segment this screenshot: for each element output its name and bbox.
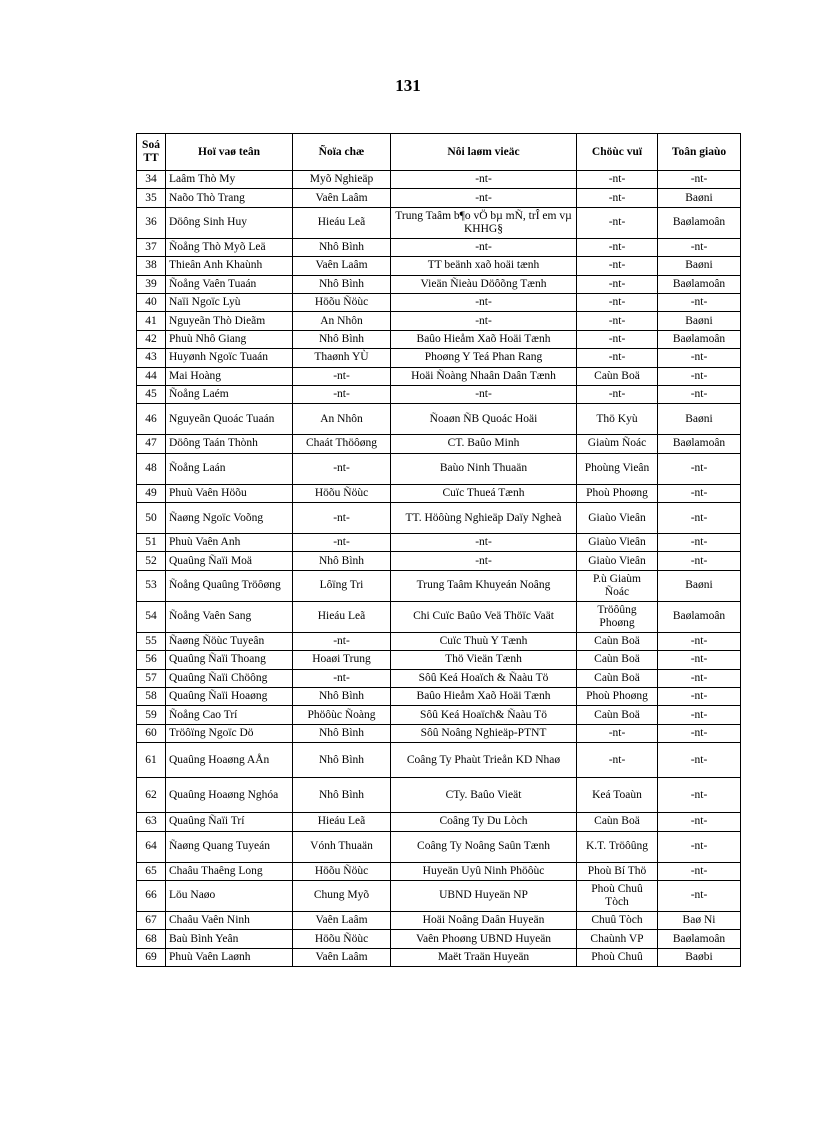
cell-workplace: -nt- (391, 385, 577, 403)
cell-position: -nt- (577, 724, 658, 742)
cell-index: 35 (137, 189, 166, 207)
cell-name: Ñoång Quaûng Tröôøng (166, 570, 293, 601)
cell-index: 45 (137, 385, 166, 403)
cell-address: Thaønh YÙ (293, 349, 391, 367)
cell-position: -nt- (577, 275, 658, 293)
cell-index: 44 (137, 367, 166, 385)
cell-address: Nhô Bình (293, 724, 391, 742)
cell-address: Chung Myõ (293, 880, 391, 911)
table-row (137, 257, 741, 275)
table-row (137, 651, 741, 669)
cell-name: Ñoång Vaên Tuaán (166, 275, 293, 293)
cell-name: Ñaøng Ngoïc Voõng (166, 503, 293, 534)
cell-workplace: -nt- (391, 312, 577, 330)
cell-index: 55 (137, 632, 166, 650)
cell-address: Hieáu Leã (293, 813, 391, 831)
cell-address: An Nhôn (293, 312, 391, 330)
cell-position: K.T. Tröôûng (577, 831, 658, 862)
cell-address: Höõu Ñöùc (293, 484, 391, 502)
cell-index: 51 (137, 534, 166, 552)
table-row (137, 404, 741, 435)
cell-position: -nt- (577, 385, 658, 403)
table-row (137, 293, 741, 311)
cell-index: 54 (137, 601, 166, 632)
cell-index: 46 (137, 404, 166, 435)
cell-workplace: Huyeän Uyû Ninh Phöôùc (391, 862, 577, 880)
cell-name: Ñaøng Ñöùc Tuyeân (166, 632, 293, 650)
cell-index: 36 (137, 207, 166, 238)
cell-position: -nt- (577, 207, 658, 238)
cell-position: Caùn Boä (577, 651, 658, 669)
cell-workplace: Cuïc Thuù Y Tænh (391, 632, 577, 650)
cell-address: Myõ Nghieäp (293, 171, 391, 189)
header-name: Hoï vaø teân (166, 134, 293, 171)
cell-name: Löu Naøo (166, 880, 293, 911)
cell-index: 58 (137, 688, 166, 706)
table-row (137, 930, 741, 948)
cell-name: Mai Hoàng (166, 367, 293, 385)
header-row (137, 134, 741, 171)
cell-name: Phuù Vaên Anh (166, 534, 293, 552)
table-row (137, 435, 741, 453)
cell-position: Caùn Boä (577, 813, 658, 831)
cell-position: P.ù Giaùm Ñoác (577, 570, 658, 601)
cell-index: 61 (137, 743, 166, 778)
cell-religion: Baøni (658, 189, 741, 207)
table-row (137, 312, 741, 330)
table-row (137, 862, 741, 880)
cell-position: -nt- (577, 330, 658, 348)
cell-name: Ñoång Laán (166, 453, 293, 484)
cell-religion: -nt- (658, 293, 741, 311)
cell-position: Caùn Boä (577, 706, 658, 724)
cell-index: 64 (137, 831, 166, 862)
cell-address: Chaát Thöôøng (293, 435, 391, 453)
cell-index: 34 (137, 171, 166, 189)
cell-position: -nt- (577, 171, 658, 189)
cell-religion: Baølamoân (658, 207, 741, 238)
cell-position: Caùn Boä (577, 367, 658, 385)
cell-religion: -nt- (658, 880, 741, 911)
cell-religion: Baøni (658, 312, 741, 330)
header-address: Ñoïa chæ (293, 134, 391, 171)
cell-religion: -nt- (658, 632, 741, 650)
cell-religion: -nt- (658, 651, 741, 669)
page-number: 131 (395, 76, 421, 95)
cell-name: Ñoång Thò Myõ Leä (166, 238, 293, 256)
header-position: Chöùc vuï (577, 134, 658, 171)
table-row (137, 453, 741, 484)
cell-workplace: TT beänh xaõ hoäi tænh (391, 257, 577, 275)
table-row (137, 552, 741, 570)
cell-religion: -nt- (658, 813, 741, 831)
table-row (137, 330, 741, 348)
cell-index: 42 (137, 330, 166, 348)
table-row (137, 367, 741, 385)
cell-address: -nt- (293, 503, 391, 534)
cell-position: Chaùnh VP (577, 930, 658, 948)
table-row (137, 570, 741, 601)
cell-religion: Baølamoân (658, 275, 741, 293)
table-row (137, 743, 741, 778)
cell-workplace: Sôû Keá Hoaïch& Ñaàu Tö (391, 706, 577, 724)
table-body (137, 171, 741, 967)
cell-address: -nt- (293, 453, 391, 484)
cell-position: -nt- (577, 189, 658, 207)
cell-workplace: Phoøng Y Teá Phan Rang (391, 349, 577, 367)
cell-name: Phuù Vaên Laønh (166, 948, 293, 966)
table-row (137, 688, 741, 706)
table-row (137, 632, 741, 650)
cell-workplace: Sôû Noâng Nghieäp-PTNT (391, 724, 577, 742)
cell-name: Döông Sinh Huy (166, 207, 293, 238)
cell-workplace: CT. Baûo Minh (391, 435, 577, 453)
cell-name: Döông Taán Thònh (166, 435, 293, 453)
cell-name: Quaûng Ñaïi Thoang (166, 651, 293, 669)
table-row (137, 207, 741, 238)
cell-workplace: Chi Cuïc Baûo Veä Thöïc Vaät (391, 601, 577, 632)
cell-religion: -nt- (658, 743, 741, 778)
cell-position: Phoùng Vieân (577, 453, 658, 484)
cell-address: Hieáu Leã (293, 601, 391, 632)
cell-religion: -nt- (658, 171, 741, 189)
cell-name: Naïi Ngoïc Lyù (166, 293, 293, 311)
cell-religion: -nt- (658, 385, 741, 403)
cell-name: Quaûng Hoaøng Nghóa (166, 778, 293, 813)
cell-address: -nt- (293, 367, 391, 385)
cell-religion: -nt- (658, 349, 741, 367)
cell-index: 52 (137, 552, 166, 570)
table-row (137, 706, 741, 724)
table-row (137, 534, 741, 552)
cell-name: Tröôïng Ngoïc Dö (166, 724, 293, 742)
cell-religion: Baølamoân (658, 930, 741, 948)
table-row (137, 171, 741, 189)
cell-address: Vaên Laâm (293, 257, 391, 275)
cell-name: Quaûng Ñaïi Hoaøng (166, 688, 293, 706)
table-row (137, 724, 741, 742)
cell-position: Tröôûng Phoøng (577, 601, 658, 632)
cell-address: Vaên Laâm (293, 911, 391, 929)
cell-index: 53 (137, 570, 166, 601)
cell-religion: Baøni (658, 570, 741, 601)
cell-workplace: -nt- (391, 293, 577, 311)
cell-address: Nhô Bình (293, 688, 391, 706)
cell-address: Phöôùc Ñoàng (293, 706, 391, 724)
cell-religion: -nt- (658, 706, 741, 724)
cell-position: Phoù Chuû (577, 948, 658, 966)
cell-name: Ñoång Vaên Sang (166, 601, 293, 632)
cell-name: Phuù Vaên Höõu (166, 484, 293, 502)
cell-religion: -nt- (658, 862, 741, 880)
cell-workplace: Sôû Keá Hoaïch & Ñaàu Tö (391, 669, 577, 687)
cell-address: Nhô Bình (293, 330, 391, 348)
cell-workplace: Cuïc Thueá Tænh (391, 484, 577, 502)
cell-religion: -nt- (658, 367, 741, 385)
cell-religion: -nt- (658, 453, 741, 484)
cell-address: Nhô Bình (293, 238, 391, 256)
cell-position: Phoù Bí Thö (577, 862, 658, 880)
cell-religion: -nt- (658, 534, 741, 552)
cell-religion: Baø Ni (658, 911, 741, 929)
cell-workplace: Vaên Phoøng UBND Huyeän (391, 930, 577, 948)
cell-index: 65 (137, 862, 166, 880)
cell-position: -nt- (577, 349, 658, 367)
cell-address: Nhô Bình (293, 275, 391, 293)
cell-index: 57 (137, 669, 166, 687)
cell-workplace: Trung Taâm b¶o vÖ bµ mÑ, trÎ em vµ KHHG§ (391, 207, 577, 238)
cell-workplace: Coâng Ty Phaùt Trieån KD Nhaø (391, 743, 577, 778)
table-row (137, 349, 741, 367)
cell-address: Lôïng Tri (293, 570, 391, 601)
cell-name: Nguyeãn Thò Dieãm (166, 312, 293, 330)
cell-position: Giaùm Ñoác (577, 435, 658, 453)
cell-position: Keá Toaùn (577, 778, 658, 813)
table-row (137, 238, 741, 256)
cell-address: Höõu Ñöùc (293, 862, 391, 880)
cell-religion: -nt- (658, 778, 741, 813)
cell-address: Nhô Bình (293, 778, 391, 813)
cell-name: Thieân Anh Khaùnh (166, 257, 293, 275)
cell-name: Chaâu Vaên Ninh (166, 911, 293, 929)
cell-workplace: Trung Taâm Khuyeán Noâng (391, 570, 577, 601)
cell-address: -nt- (293, 632, 391, 650)
cell-workplace: Hoäi Ñoàng Nhaân Daân Tænh (391, 367, 577, 385)
cell-position: -nt- (577, 293, 658, 311)
cell-workplace: CTy. Baûo Vieät (391, 778, 577, 813)
cell-address: Vaên Laâm (293, 948, 391, 966)
cell-religion: -nt- (658, 503, 741, 534)
cell-workplace: -nt- (391, 171, 577, 189)
cell-workplace: UBND Huyeän NP (391, 880, 577, 911)
cell-religion: Baøni (658, 257, 741, 275)
table-row (137, 948, 741, 966)
cell-index: 38 (137, 257, 166, 275)
cell-name: Ñaøng Quang Tuyeán (166, 831, 293, 862)
cell-address: Höõu Ñöùc (293, 293, 391, 311)
cell-position: Thö Kyù (577, 404, 658, 435)
table-row (137, 189, 741, 207)
cell-name: Baù Bình Yeân (166, 930, 293, 948)
cell-index: 66 (137, 880, 166, 911)
cell-workplace: Coâng Ty Du Lòch (391, 813, 577, 831)
cell-position: Phoù Phoøng (577, 688, 658, 706)
cell-address: -nt- (293, 534, 391, 552)
cell-position: Phoù Phoøng (577, 484, 658, 502)
cell-index: 69 (137, 948, 166, 966)
cell-position: Caùn Boä (577, 632, 658, 650)
table-row (137, 601, 741, 632)
table-row (137, 880, 741, 911)
cell-workplace: Vieän Ñieàu Döôõng Tænh (391, 275, 577, 293)
header-workplace: Nôi laøm vieäc (391, 134, 577, 171)
cell-workplace: -nt- (391, 552, 577, 570)
cell-index: 41 (137, 312, 166, 330)
cell-name: Quaûng Ñaïi Chöông (166, 669, 293, 687)
cell-name: Naõo Thò Trang (166, 189, 293, 207)
cell-workplace: Maët Traän Huyeän (391, 948, 577, 966)
cell-workplace: Baûo Hieåm Xaõ Hoäi Tænh (391, 330, 577, 348)
cell-religion: Baøni (658, 404, 741, 435)
cell-address: Hoaøi Trung (293, 651, 391, 669)
cell-position: Caùn Boä (577, 669, 658, 687)
member-table (136, 133, 741, 967)
cell-workplace: Hoäi Noâng Daân Huyeän (391, 911, 577, 929)
cell-name: Ñoång Cao Trí (166, 706, 293, 724)
cell-religion: -nt- (658, 831, 741, 862)
header-religion: Toân giaùo (658, 134, 741, 171)
table-row (137, 813, 741, 831)
cell-workplace: -nt- (391, 534, 577, 552)
cell-address: Nhô Bình (293, 552, 391, 570)
cell-name: Ñoång Laém (166, 385, 293, 403)
cell-position: Giaùo Vieân (577, 552, 658, 570)
cell-index: 50 (137, 503, 166, 534)
cell-address: Hieáu Leã (293, 207, 391, 238)
table-row (137, 831, 741, 862)
cell-name: Nguyeãn Quoác Tuaán (166, 404, 293, 435)
table-row (137, 484, 741, 502)
cell-index: 37 (137, 238, 166, 256)
cell-workplace: -nt- (391, 238, 577, 256)
cell-index: 49 (137, 484, 166, 502)
cell-name: Chaâu Thaêng Long (166, 862, 293, 880)
cell-index: 62 (137, 778, 166, 813)
cell-index: 47 (137, 435, 166, 453)
table-row (137, 275, 741, 293)
cell-workplace: Ñoaøn ÑB Quoác Hoäi (391, 404, 577, 435)
cell-religion: Baølamoân (658, 601, 741, 632)
cell-address: An Nhôn (293, 404, 391, 435)
cell-name: Quaûng Hoaøng AÅn (166, 743, 293, 778)
cell-position: Giaùo Vieân (577, 503, 658, 534)
cell-index: 68 (137, 930, 166, 948)
table-row (137, 669, 741, 687)
cell-religion: Baøbi (658, 948, 741, 966)
cell-religion: Baølamoân (658, 435, 741, 453)
header-index: Soá TT (137, 134, 166, 171)
cell-address: Vónh Thuaän (293, 831, 391, 862)
table-row (137, 911, 741, 929)
cell-index: 60 (137, 724, 166, 742)
table-row (137, 385, 741, 403)
cell-index: 48 (137, 453, 166, 484)
cell-name: Quaûng Ñaïi Moä (166, 552, 293, 570)
cell-position: -nt- (577, 743, 658, 778)
cell-address: -nt- (293, 385, 391, 403)
cell-religion: -nt- (658, 669, 741, 687)
cell-position: Phoù Chuû Tòch (577, 880, 658, 911)
cell-name: Huyønh Ngoïc Tuaán (166, 349, 293, 367)
cell-workplace: Coâng Ty Noâng Saûn Tænh (391, 831, 577, 862)
cell-index: 67 (137, 911, 166, 929)
cell-workplace: -nt- (391, 189, 577, 207)
cell-address: Höõu Ñöùc (293, 930, 391, 948)
cell-position: Chuû Tòch (577, 911, 658, 929)
cell-name: Laâm Thò My (166, 171, 293, 189)
cell-address: Nhô Bình (293, 743, 391, 778)
cell-workplace: TT. Höôùng Nghieäp Daïy Ngheà (391, 503, 577, 534)
cell-workplace: Baùo Ninh Thuaän (391, 453, 577, 484)
table-row (137, 503, 741, 534)
cell-position: Giaùo Vieân (577, 534, 658, 552)
cell-index: 63 (137, 813, 166, 831)
cell-religion: -nt- (658, 238, 741, 256)
cell-religion: -nt- (658, 552, 741, 570)
cell-position: -nt- (577, 257, 658, 275)
cell-religion: -nt- (658, 688, 741, 706)
cell-address: Vaên Laâm (293, 189, 391, 207)
cell-index: 43 (137, 349, 166, 367)
cell-index: 39 (137, 275, 166, 293)
cell-workplace: Baûo Hieåm Xaõ Hoäi Tænh (391, 688, 577, 706)
cell-religion: -nt- (658, 484, 741, 502)
cell-name: Quaûng Ñaïi Trí (166, 813, 293, 831)
cell-index: 40 (137, 293, 166, 311)
cell-index: 59 (137, 706, 166, 724)
cell-index: 56 (137, 651, 166, 669)
cell-position: -nt- (577, 238, 658, 256)
cell-name: Phuù Nhô Giang (166, 330, 293, 348)
cell-religion: Baølamoân (658, 330, 741, 348)
cell-address: -nt- (293, 669, 391, 687)
cell-workplace: Thö Vieän Tænh (391, 651, 577, 669)
cell-position: -nt- (577, 312, 658, 330)
table-row (137, 778, 741, 813)
cell-religion: -nt- (658, 724, 741, 742)
